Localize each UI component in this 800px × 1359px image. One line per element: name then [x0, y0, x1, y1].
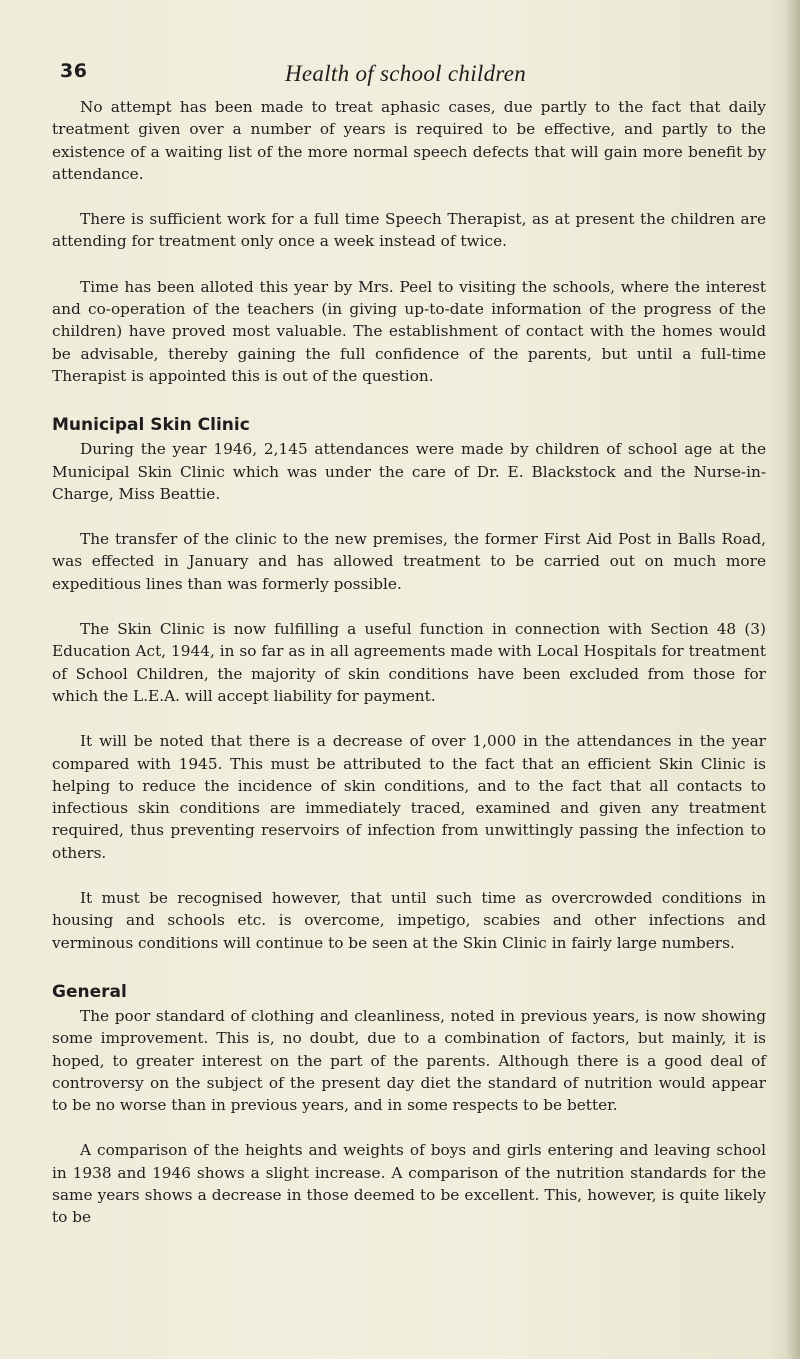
section-heading-general: General [52, 981, 127, 1002]
paragraph-overcrowding: It must be recognised however, that until such time as overcrowded conditions in housing and schools etc. is overcome, impetigo, scabies and other infections and verminous conditions will continue to be seen at the Skin Clinic in fairly large numbers. [52, 889, 766, 952]
paragraph-heights-weights: A comparison of the heights and weights of boys and girls entering and leaving school in 1938 and 1946 shows a slight increase. A comparison of the nutrition standards for the same years shows a decrease in those deemed to be excellent. This, however, is quite likely to be [52, 1141, 766, 1227]
paragraph-attendance-decrease: It will be noted that there is a decrease of over 1,000 in the attendances in the year compared with 1945. This must be attributed to the fact that an efficient Skin Clinic is helping to reduce the incidence of skin conditions, and to the fact that all contacts to infectious skin conditions are immediately traced, examined and given any treatment required, thus preventing reservoirs of infection from unwittingly passing the infection to others. [52, 732, 766, 862]
paragraph-skin-attendances: During the year 1946, 2,145 attendances were made by children of school age at the Municipal Skin Clinic which was under the care of Dr. E. Blackstock and the Nurse-in-Charge, Miss Beattie. [52, 440, 766, 503]
page-number: 36 [60, 60, 88, 82]
page-edge-shadow [786, 0, 800, 1359]
page-body [52, 96, 766, 1252]
section-heading-skin-clinic: Municipal Skin Clinic [52, 415, 250, 436]
page-header [0, 60, 800, 90]
running-title: Health of school children [285, 61, 527, 86]
paragraph-clothing-nutrition: The poor standard of clothing and cleanliness, noted in previous years, is now showing some improvement. This is, no doubt, due to a combination of factors, but mainly, it is hoped, to greater interest on the part of the parents. Although there is a good deal of controversy on the subject of the present day diet the standard of nutrition would appear to be no worse than in previous years, and in some respects to be better. [52, 1006, 766, 1115]
paragraph-aphasic-cases: No attempt has been made to treat aphasic cases, due partly to the fact that daily treatment given over a number of years is required to be effective, and partly to the existence of a waiting list of the more normal speech defects that will gain more benefit by attendance. [52, 98, 766, 183]
paragraph-education-act: The Skin Clinic is now fulfilling a useful function in connection with Section 48 (3) Education Act, 1944, in so far as in all agreements made with Local Hospitals for treatment of School Children, the majority of skin conditions have been excluded from those for which the L.E.A. will accept liability for payment. [52, 620, 766, 705]
paragraph-speech-therapist: There is sufficient work for a full time Speech Therapist, as at present the children are attending for treatment only once a week instead of twice. [52, 210, 766, 251]
paragraph-clinic-transfer: The transfer of the clinic to the new premises, the former First Aid Post in Balls Road, was effected in January and has allowed treatment to be carried out on much more expeditious lines than was formerly possible. [52, 530, 766, 593]
paragraph-school-visits: Time has been alloted this year by Mrs. Peel to visiting the schools, where the interest and co-operation of the teachers (in giving up-to-date information of the progress of the children) have proved most valuable. The establishment of contact with the homes would be advisable, thereby gaining the full confidence of the parents, but until a full-time Therapist is appointed this is out of the question. [52, 277, 766, 385]
